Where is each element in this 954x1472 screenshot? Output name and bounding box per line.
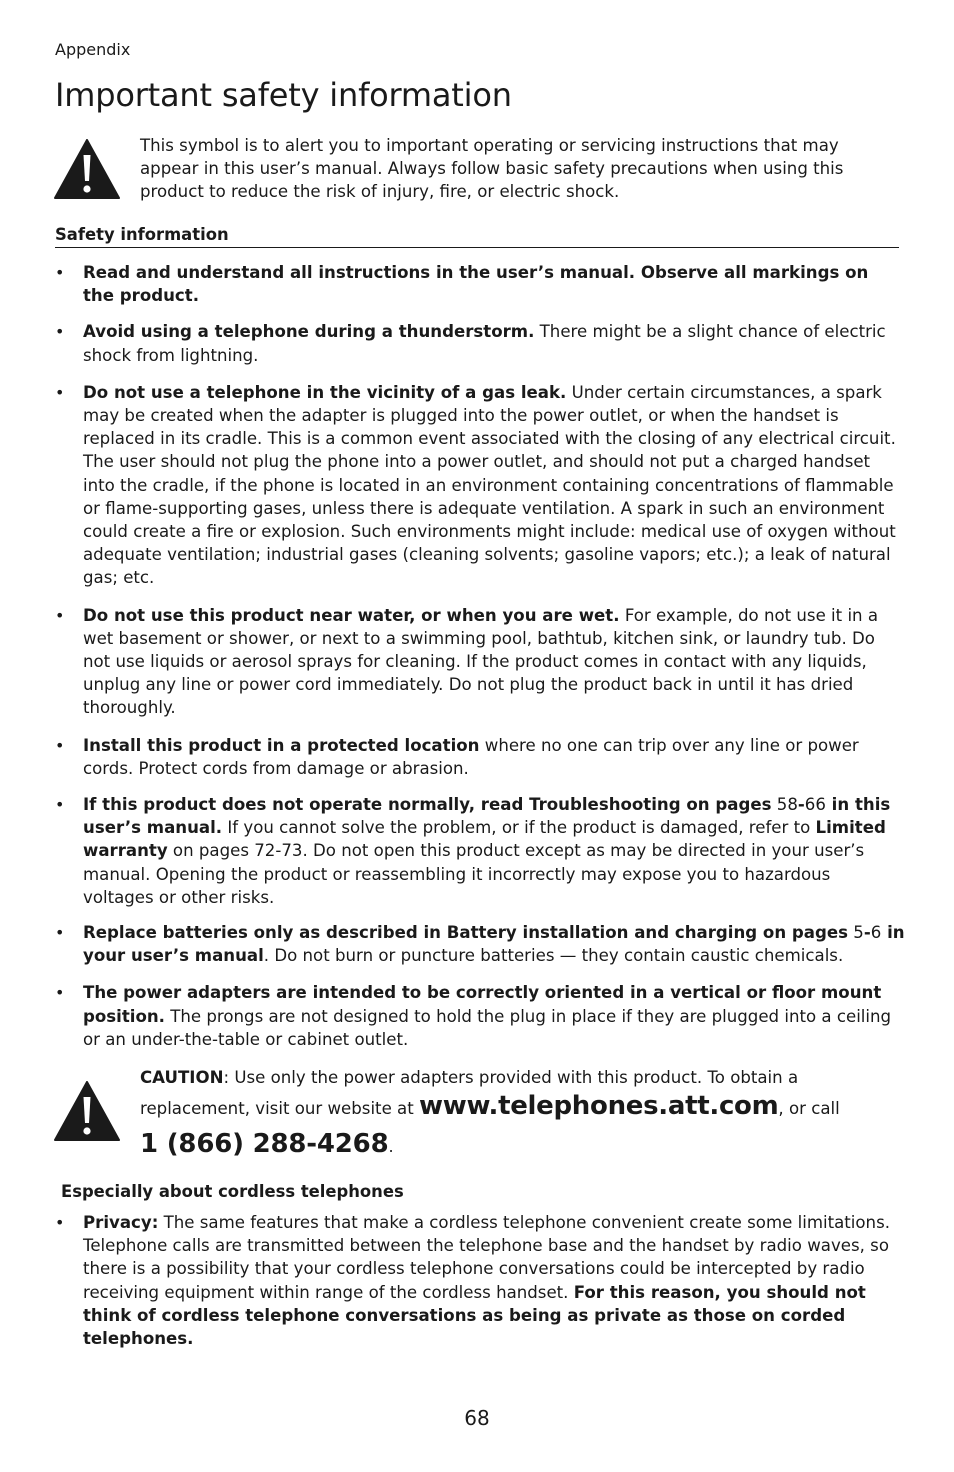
item-bold-text: Replace batteries only as described in Battery installation and charging on pages (83, 923, 849, 943)
cordless-heading: Especially about cordless telephones (61, 1182, 404, 1201)
item-bold-text: The power adapters are intended to be correctly oriented in a vertical or floor mount position. (83, 983, 882, 1026)
caution-text: replacement, visit our website at (140, 1099, 419, 1118)
item-text: There might be a slight chance of electric shock from lightning. (83, 322, 886, 365)
intro-text: This symbol is to alert you to important operating or servicing instructions that may appear in this user’s manual. Always follow basic safety precautions when using this product to reduce the risk of injury, fire, or electric shock. (140, 136, 844, 202)
item-text: where no one can trip over any line or power cords. Protect cords from damage or abrasion. (83, 735, 859, 778)
item-text: . Do not burn or puncture batteries — they contain caustic chemicals. (263, 946, 844, 966)
item-text: on pages 72-73. Do not open this product except as may be directed in your user’s manual. Opening the product or reassembling it incorrectly may expose you to hazardous voltages or other risks. (83, 841, 865, 907)
item-text: Under certain circumstances, a spark may be created when the adapter is plugged into the power outlet, or when the handset is replaced in its cradle. This is a common event associated with the closing of any electrical circuit. The user should not plug the phone into a power outlet, and should not put a charged handset into the cradle, if the phone is located in an environment containing concentrations of flammable or flame-supporting gases, unless there is adequate ventilation. A spark in such an environment could create a fire or explosion. Such environments might include: medical use of oxygen without adequate ventilation; industrial gases (cleaning solvents; gasoline vapors; etc.); a leak of natural gas; etc. (83, 382, 896, 588)
safety-heading: Safety information (55, 225, 899, 248)
caution-text: , or call (778, 1099, 840, 1118)
list-item (55, 981, 905, 1051)
item-bold-text: in this user’s manual. (83, 795, 891, 838)
cordless-list (55, 1211, 905, 1350)
list-item (55, 1211, 905, 1350)
list-item (55, 381, 905, 590)
phone-number: 1 (866) 288-4268 (140, 1129, 389, 1159)
item-bold-text: If this product does not operate normally, read Troubleshooting on pages (83, 795, 772, 815)
item-bold-text: Do not use a telephone in the vicinity of a gas leak. (83, 382, 567, 402)
page-number: 68 (464, 1406, 490, 1430)
item-bold-text: in your user’s manual (83, 923, 905, 966)
caution-notice (140, 1066, 880, 1165)
safety-list (55, 261, 905, 1051)
list-item (55, 793, 905, 909)
item-bold-text: Avoid using a telephone during a thunderstorm. (83, 322, 535, 342)
caution-text: : Use only the power adapters provided with this product. To obtain a (223, 1068, 799, 1087)
warning-triangle-icon (54, 1081, 120, 1141)
item-bold-text: For this reason, you should not think of cordless telephone conversations as being as private as those on corded telephones. (83, 1282, 866, 1349)
item-text: The prongs are not designed to hold the plug in place if they are plugged into a ceiling or an under-the-table or cabinet outlet. (83, 1006, 892, 1049)
range-dash: - (863, 923, 871, 943)
item-bold-text: Install this product in a protected location (83, 735, 480, 755)
item-bold-text: Do not use this product near water, or when you are wet. (83, 605, 620, 625)
range-dash: - (797, 795, 805, 815)
list-item (55, 320, 905, 366)
list-item (55, 734, 905, 780)
page-number-ref: 6 (870, 923, 882, 943)
page-number-ref: 66 (804, 795, 826, 815)
item-text: The same features that make a cordless telephone convenient create some limitations. Telephone calls are transmitted between the telephone base and the handset by radio waves, so there is a possibility that your cordless telephone conversations could be intercepted by radio receiving equipment within range of the cordless handset. (83, 1213, 890, 1302)
list-item (55, 261, 905, 307)
warning-triangle-icon (54, 139, 120, 199)
list-item (55, 921, 905, 967)
caution-label: CAUTION (140, 1068, 224, 1087)
page-number-ref: 5 (848, 923, 864, 943)
item-text: If you cannot solve the problem, or if the product is damaged, refer to (222, 818, 816, 838)
item-text: For example, do not use it in a wet basement or shower, or next to a swimming pool, bathtub, kitchen sink, or laundry tub. Do not use liquids or aerosol sprays for cleaning. If the product comes in contact with any liquids, unplug any line or power cord immediately. Do not plug the product back in until it has dried thoroughly. (83, 605, 879, 718)
website-link[interactable]: www.telephones.att.com (419, 1091, 779, 1121)
item-bold-text: Limited warranty (83, 818, 886, 861)
page-title: Important safety information (55, 76, 512, 114)
page-number-ref: 58 (771, 795, 798, 815)
caution-text: . (388, 1137, 394, 1156)
item-bold-text: Privacy: (83, 1213, 159, 1232)
section-label: Appendix (55, 40, 131, 59)
list-item (55, 604, 905, 720)
item-bold-text: Read and understand all instructions in the user’s manual. Observe all markings on the product. (83, 263, 869, 306)
